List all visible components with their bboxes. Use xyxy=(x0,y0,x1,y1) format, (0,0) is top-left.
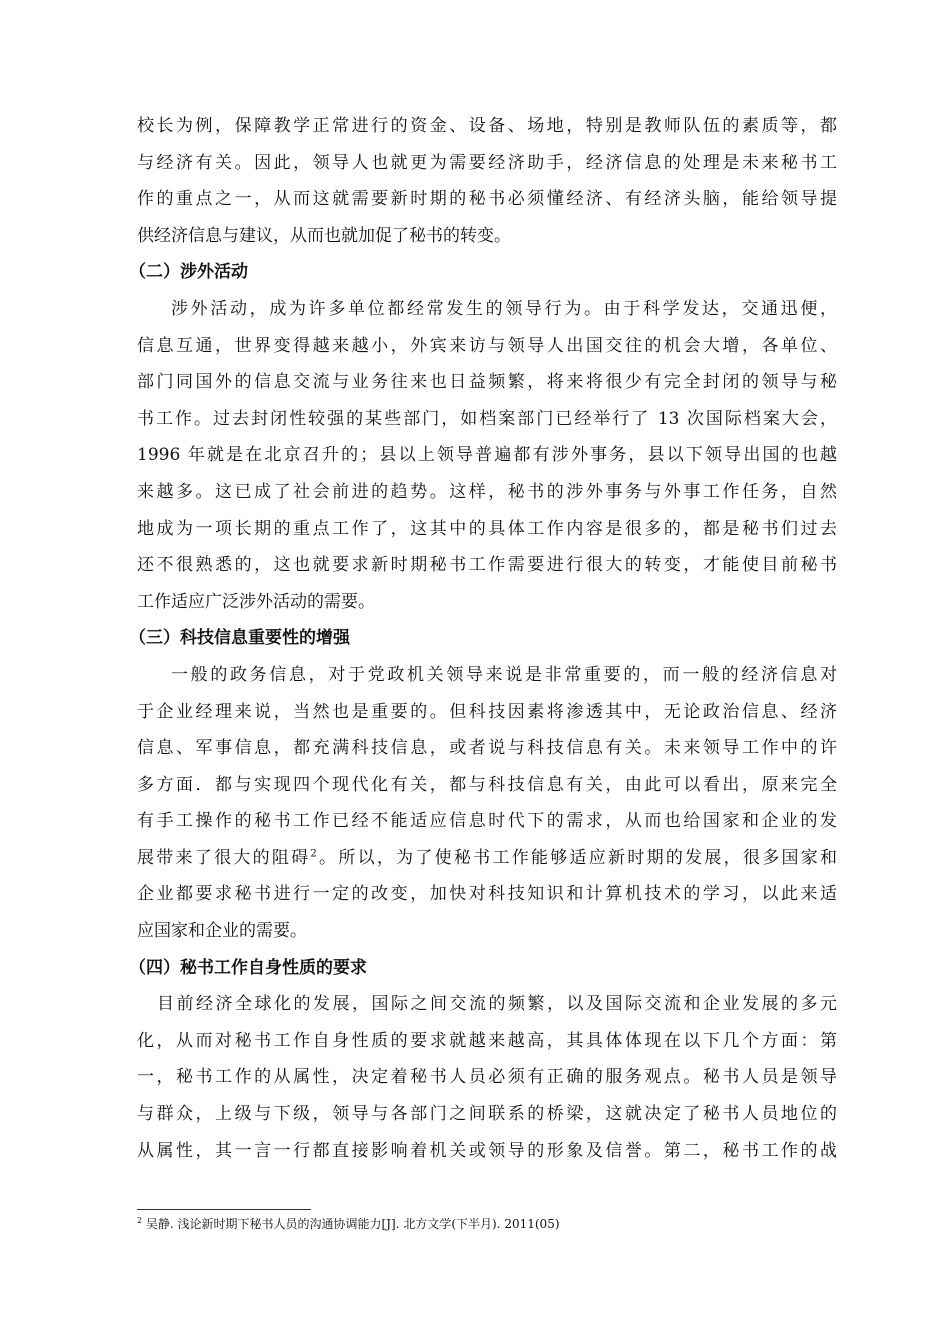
section-heading-foreign-affairs: （二）涉外活动 xyxy=(129,262,248,283)
text-line: 作的重点之一，从而这就需要新时期的秘书必须懂经济、有经济头脑，能给领导提 xyxy=(137,189,837,210)
footnote-text: 吴静. 浅论新时期下秘书人员的沟通协调能力[J]. 北方文学(下半月). 2011(05) xyxy=(142,1217,560,1231)
text-line-with-footnote xyxy=(137,840,837,877)
paragraph-foreign-affairs xyxy=(137,291,837,620)
text-line: 部门同国外的信息交流与业务往来也日益频繁，将来将很少有完全封闭的领导与秘 xyxy=(137,372,837,393)
text-line: 书工作。过去封闭性较强的某些部门，如档案部门已经举行了 13 次国际档案大会， xyxy=(137,408,837,429)
text-line: 目前经济全球化的发展，国际之间交流的频繁，以及国际交流和企业发展的多元 xyxy=(157,994,837,1015)
footnote-mark: 2 xyxy=(137,1216,143,1225)
text-line: 还不很熟悉的，这也就要求新时期秘书工作需要进行很大的转变，才能使目前秘书 xyxy=(137,555,837,576)
text-line: 一，秘书工作的从属性，决定着秘书人员必须有正确的服务观点。秘书人员是领导 xyxy=(137,1067,837,1088)
text-line: 于企业经理来说，当然也是重要的。但科技因素将渗透其中，无论政治信息、经济 xyxy=(137,701,837,722)
text-line: 信息、军事信息，都充满科技信息，或者说与科技信息有关。未来领导工作中的许 xyxy=(137,738,837,759)
text-line: 校长为例，保障教学正常进行的资金、设备、场地，特别是教师队伍的素质等，都 xyxy=(137,116,837,136)
text-line: 地成为一项长期的重点工作了，这其中的具体工作内容是很多的，都是秘书们过去 xyxy=(137,518,837,539)
text-line: 1996 年就是在北京召升的；县以上领导普遍都有涉外事务，县以下领导出国的也越 xyxy=(137,445,837,466)
section-heading-tech-info: （三）科技信息重要性的增强 xyxy=(129,628,350,649)
body-text xyxy=(129,108,837,1169)
text-line: 企业都要求秘书进行一定的改变，加快对科技知识和计算机技术的学习，以此来适 xyxy=(137,884,837,905)
text-line: 应国家和企业的需要。 xyxy=(137,921,307,942)
footnote-separator xyxy=(137,1209,311,1210)
footnote-reference[interactable]: 2 xyxy=(310,848,317,860)
text-line: 涉外活动，成为许多单位都经常发生的领导行为。由于科学发达，交通迅便， xyxy=(171,298,837,319)
section-heading-nature: （四）秘书工作自身性质的要求 xyxy=(129,957,367,978)
paragraph-economy xyxy=(137,108,837,254)
text-line: 信息互通，世界变得越来越小，外宾来访与领导人出国交往的机会大增，各单位、 xyxy=(137,335,837,356)
text-line: 工作适应广泛涉外活动的需要。 xyxy=(137,591,375,612)
text-line: 多方面．都与实现四个现代化有关，都与科技信息有关，由此可以看出，原来完全 xyxy=(137,774,837,795)
text-line: 与群众，上级与下级，领导与各部门之间联系的桥梁，这就决定了秘书人员地位的 xyxy=(137,1104,837,1125)
footnote xyxy=(137,1215,560,1232)
text-segment: 展带来了很大的阻碍 xyxy=(137,847,311,868)
paragraph-nature xyxy=(137,986,837,1169)
text-line: 有手工操作的秘书工作已经不能适应信息时代下的需求，从而也给国家和企业的发 xyxy=(137,811,837,832)
text-segment: 。所以，为了使秘书工作能够适应新时期的发展，很多国家和 xyxy=(316,847,837,868)
text-line: 从属性，其一言一行都直接影响着机关或领导的形象及信誉。第二，秘书工作的战 xyxy=(137,1140,837,1161)
paragraph-tech-info xyxy=(137,657,837,950)
text-line: 与经济有关。因此，领导人也就更为需要经济助手，经济信息的处理是未来秘书工 xyxy=(137,152,837,173)
text-line: 化，从而对秘书工作自身性质的要求就越来越高，其具体体现在以下几个方面：第 xyxy=(137,1030,837,1051)
text-line: 一般的政务信息，对于党政机关领导来说是非常重要的，而一般的经济信息对 xyxy=(171,664,837,685)
text-line: 来越多。这已成了社会前进的趋势。这样，秘书的涉外事务与外事工作任务，自然 xyxy=(137,481,837,502)
text-line: 供经济信息与建议，从而也就加促了秘书的转变。 xyxy=(137,225,511,246)
